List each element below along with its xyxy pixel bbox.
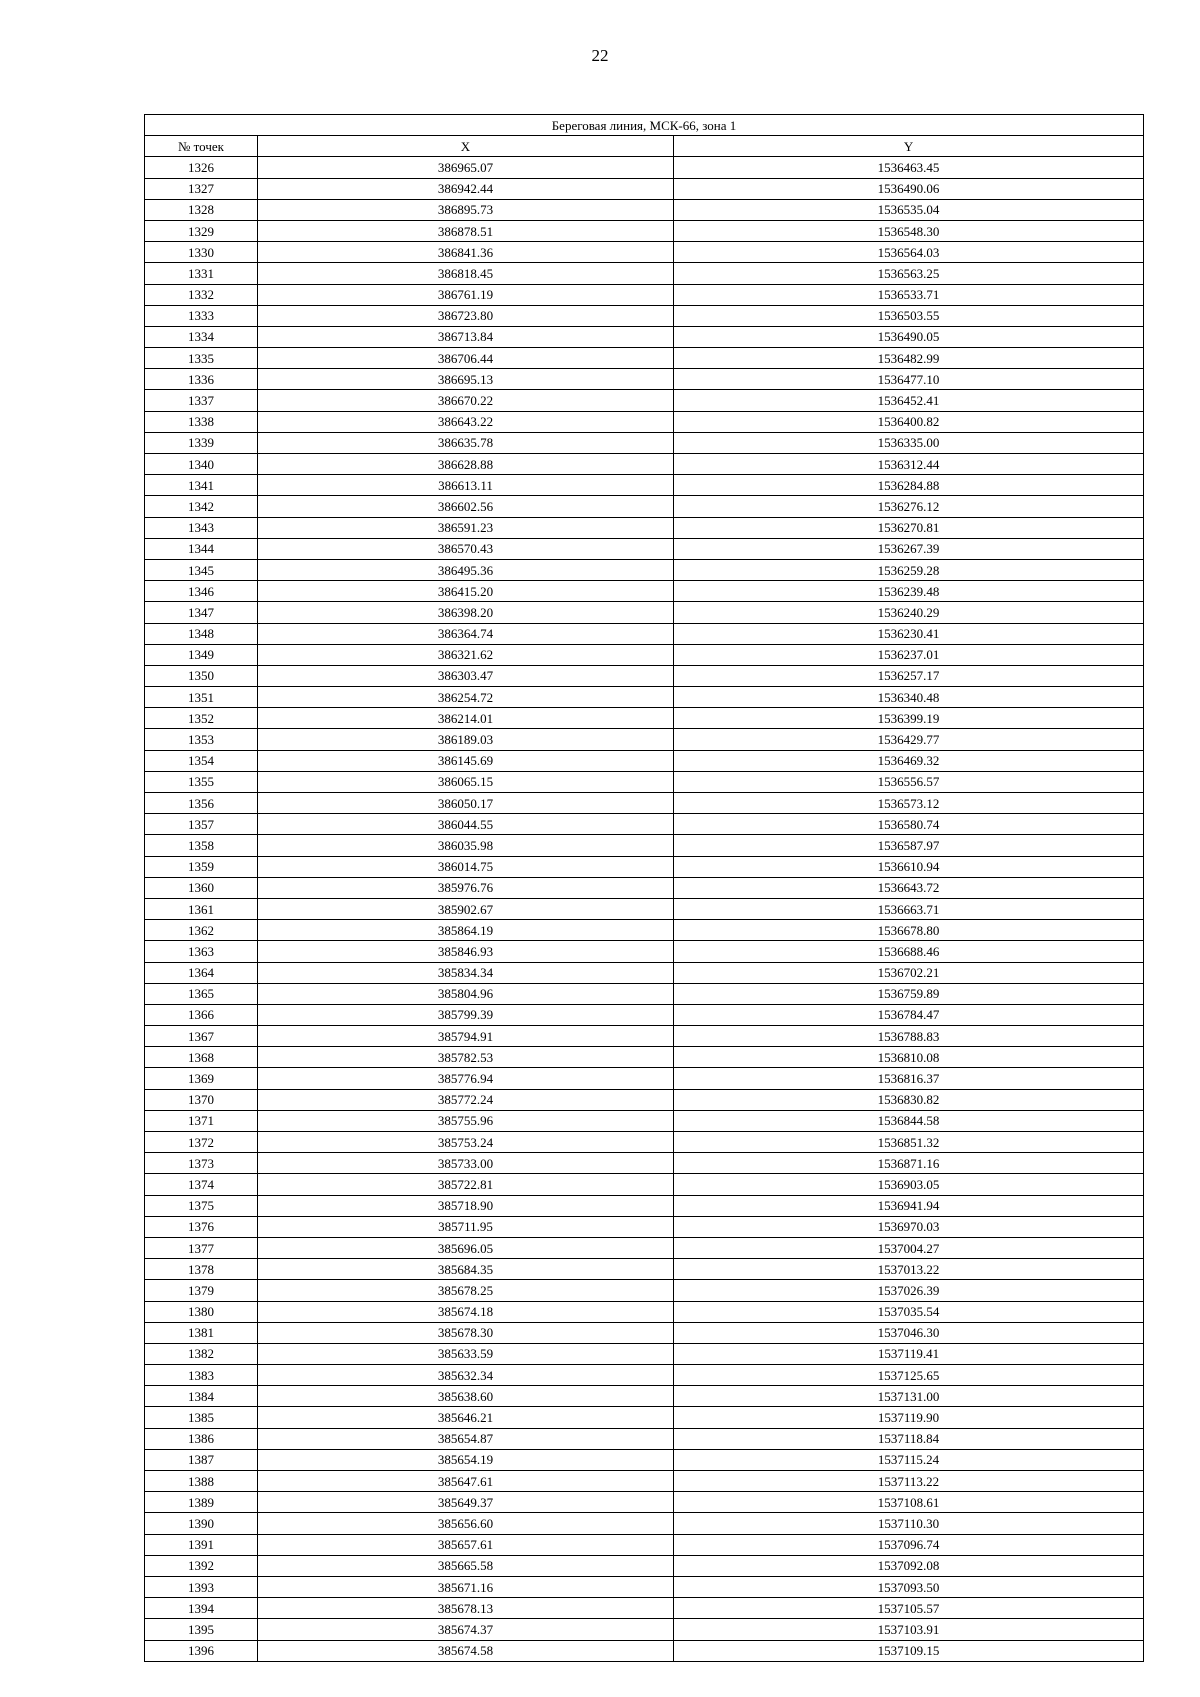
cell-y: 1536970.03	[674, 1216, 1144, 1237]
table-row	[145, 263, 1144, 284]
cell-point-number: 1392	[145, 1555, 258, 1576]
table-row	[145, 1343, 1144, 1364]
table-row	[145, 1237, 1144, 1258]
cell-point-number: 1334	[145, 326, 258, 347]
cell-point-number: 1395	[145, 1619, 258, 1640]
table-row	[145, 284, 1144, 305]
cell-x: 386841.36	[258, 242, 674, 263]
table-row	[145, 1174, 1144, 1195]
table-row	[145, 432, 1144, 453]
cell-y: 1536400.82	[674, 411, 1144, 432]
table-row	[145, 1576, 1144, 1597]
cell-y: 1536556.57	[674, 771, 1144, 792]
table-row	[145, 623, 1144, 644]
cell-point-number: 1363	[145, 941, 258, 962]
cell-x: 385678.25	[258, 1280, 674, 1301]
cell-y: 1536237.01	[674, 644, 1144, 665]
cell-y: 1537119.90	[674, 1407, 1144, 1428]
cell-point-number: 1330	[145, 242, 258, 263]
cell-point-number: 1362	[145, 920, 258, 941]
cell-x: 386942.44	[258, 178, 674, 199]
cell-x: 386670.22	[258, 390, 674, 411]
cell-point-number: 1368	[145, 1047, 258, 1068]
cell-y: 1536759.89	[674, 983, 1144, 1004]
table-row	[145, 305, 1144, 326]
cell-x: 385733.00	[258, 1153, 674, 1174]
table-header-row	[145, 136, 1144, 157]
cell-y: 1537093.50	[674, 1576, 1144, 1597]
table-row	[145, 1280, 1144, 1301]
cell-y: 1537119.41	[674, 1343, 1144, 1364]
cell-point-number: 1383	[145, 1365, 258, 1386]
cell-x: 385674.18	[258, 1301, 674, 1322]
cell-x: 385976.76	[258, 877, 674, 898]
table-row	[145, 178, 1144, 199]
table-row	[145, 1322, 1144, 1343]
table-row	[145, 1132, 1144, 1153]
cell-point-number: 1327	[145, 178, 258, 199]
cell-x: 385776.94	[258, 1068, 674, 1089]
cell-y: 1537118.84	[674, 1428, 1144, 1449]
cell-x: 385649.37	[258, 1492, 674, 1513]
cell-point-number: 1332	[145, 284, 258, 305]
cell-point-number: 1350	[145, 665, 258, 686]
cell-y: 1536903.05	[674, 1174, 1144, 1195]
cell-x: 386695.13	[258, 369, 674, 390]
coordinates-table	[144, 114, 1144, 1662]
cell-y: 1536587.97	[674, 835, 1144, 856]
cell-x: 385671.16	[258, 1576, 674, 1597]
cell-x: 386035.98	[258, 835, 674, 856]
table-row	[145, 708, 1144, 729]
cell-x: 386254.72	[258, 687, 674, 708]
cell-y: 1536452.41	[674, 390, 1144, 411]
cell-x: 386723.80	[258, 305, 674, 326]
cell-y: 1536702.21	[674, 962, 1144, 983]
cell-x: 386303.47	[258, 665, 674, 686]
cell-point-number: 1341	[145, 475, 258, 496]
cell-y: 1537115.24	[674, 1449, 1144, 1470]
table-row	[145, 665, 1144, 686]
cell-point-number: 1382	[145, 1343, 258, 1364]
cell-x: 385674.37	[258, 1619, 674, 1640]
cell-point-number: 1373	[145, 1153, 258, 1174]
cell-point-number: 1375	[145, 1195, 258, 1216]
cell-y: 1537131.00	[674, 1386, 1144, 1407]
cell-x: 385834.34	[258, 962, 674, 983]
cell-point-number: 1342	[145, 496, 258, 517]
cell-y: 1536270.81	[674, 517, 1144, 538]
cell-y: 1536844.58	[674, 1110, 1144, 1131]
cell-x: 385678.13	[258, 1598, 674, 1619]
cell-y: 1536284.88	[674, 475, 1144, 496]
cell-y: 1536340.48	[674, 687, 1144, 708]
cell-x: 386189.03	[258, 729, 674, 750]
cell-point-number: 1386	[145, 1428, 258, 1449]
table-row	[145, 644, 1144, 665]
table-row	[145, 1365, 1144, 1386]
cell-x: 385711.95	[258, 1216, 674, 1237]
header-x: X	[258, 136, 674, 157]
cell-y: 1537105.57	[674, 1598, 1144, 1619]
table-row	[145, 454, 1144, 475]
table-row	[145, 1047, 1144, 1068]
cell-y: 1536240.29	[674, 602, 1144, 623]
cell-x: 386895.73	[258, 199, 674, 220]
cell-y: 1536259.28	[674, 559, 1144, 580]
cell-y: 1536663.71	[674, 898, 1144, 919]
table-row	[145, 877, 1144, 898]
cell-point-number: 1396	[145, 1640, 258, 1661]
table-row	[145, 898, 1144, 919]
cell-point-number: 1354	[145, 750, 258, 771]
cell-x: 386214.01	[258, 708, 674, 729]
cell-y: 1537035.54	[674, 1301, 1144, 1322]
cell-y: 1536548.30	[674, 220, 1144, 241]
cell-point-number: 1389	[145, 1492, 258, 1513]
table-row	[145, 962, 1144, 983]
cell-y: 1536257.17	[674, 665, 1144, 686]
cell-x: 385696.05	[258, 1237, 674, 1258]
cell-point-number: 1353	[145, 729, 258, 750]
cell-y: 1536503.55	[674, 305, 1144, 326]
cell-point-number: 1390	[145, 1513, 258, 1534]
cell-x: 386613.11	[258, 475, 674, 496]
cell-point-number: 1345	[145, 559, 258, 580]
cell-x: 385665.58	[258, 1555, 674, 1576]
cell-point-number: 1376	[145, 1216, 258, 1237]
cell-point-number: 1351	[145, 687, 258, 708]
cell-x: 386364.74	[258, 623, 674, 644]
table-caption-row	[145, 115, 1144, 136]
cell-y: 1536563.25	[674, 263, 1144, 284]
cell-x: 386415.20	[258, 581, 674, 602]
table-row	[145, 326, 1144, 347]
cell-y: 1537013.22	[674, 1259, 1144, 1280]
cell-point-number: 1333	[145, 305, 258, 326]
cell-y: 1536610.94	[674, 856, 1144, 877]
cell-x: 385794.91	[258, 1026, 674, 1047]
header-y: Y	[674, 136, 1144, 157]
cell-point-number: 1357	[145, 814, 258, 835]
cell-y: 1536239.48	[674, 581, 1144, 602]
cell-point-number: 1360	[145, 877, 258, 898]
cell-x: 385654.87	[258, 1428, 674, 1449]
cell-y: 1537109.15	[674, 1640, 1144, 1661]
cell-x: 386321.62	[258, 644, 674, 665]
cell-point-number: 1331	[145, 263, 258, 284]
cell-y: 1536533.71	[674, 284, 1144, 305]
table-row	[145, 1534, 1144, 1555]
table-row	[145, 1301, 1144, 1322]
cell-y: 1537092.08	[674, 1555, 1144, 1576]
cell-x: 386628.88	[258, 454, 674, 475]
cell-y: 1536564.03	[674, 242, 1144, 263]
cell-x: 386706.44	[258, 348, 674, 369]
cell-y: 1536851.32	[674, 1132, 1144, 1153]
cell-x: 385718.90	[258, 1195, 674, 1216]
cell-x: 385772.24	[258, 1089, 674, 1110]
cell-y: 1537110.30	[674, 1513, 1144, 1534]
table-row	[145, 581, 1144, 602]
cell-point-number: 1343	[145, 517, 258, 538]
table-row	[145, 920, 1144, 941]
cell-point-number: 1365	[145, 983, 258, 1004]
cell-y: 1536469.32	[674, 750, 1144, 771]
cell-x: 385674.58	[258, 1640, 674, 1661]
cell-x: 386818.45	[258, 263, 674, 284]
cell-y: 1536399.19	[674, 708, 1144, 729]
cell-y: 1536230.41	[674, 623, 1144, 644]
table-row	[145, 348, 1144, 369]
cell-x: 385632.34	[258, 1365, 674, 1386]
cell-y: 1536482.99	[674, 348, 1144, 369]
cell-y: 1536276.12	[674, 496, 1144, 517]
cell-x: 385753.24	[258, 1132, 674, 1153]
cell-x: 385654.19	[258, 1449, 674, 1470]
table-row	[145, 242, 1144, 263]
cell-point-number: 1347	[145, 602, 258, 623]
cell-y: 1536830.82	[674, 1089, 1144, 1110]
cell-x: 386878.51	[258, 220, 674, 241]
cell-x: 385647.61	[258, 1471, 674, 1492]
cell-point-number: 1340	[145, 454, 258, 475]
table-row	[145, 771, 1144, 792]
cell-point-number: 1378	[145, 1259, 258, 1280]
table-row	[145, 1471, 1144, 1492]
cell-point-number: 1379	[145, 1280, 258, 1301]
header-point-number: № точек	[145, 136, 258, 157]
table-row	[145, 1492, 1144, 1513]
table-row	[145, 1598, 1144, 1619]
cell-x: 386635.78	[258, 432, 674, 453]
cell-y: 1536335.00	[674, 432, 1144, 453]
cell-point-number: 1388	[145, 1471, 258, 1492]
table-row	[145, 496, 1144, 517]
table-row	[145, 411, 1144, 432]
cell-x: 386014.75	[258, 856, 674, 877]
cell-x: 386495.36	[258, 559, 674, 580]
cell-y: 1536429.77	[674, 729, 1144, 750]
table-caption: Береговая линия, МСК-66, зона 1	[145, 115, 1144, 136]
cell-x: 385722.81	[258, 1174, 674, 1195]
cell-point-number: 1338	[145, 411, 258, 432]
cell-x: 386761.19	[258, 284, 674, 305]
cell-point-number: 1355	[145, 771, 258, 792]
table-row	[145, 835, 1144, 856]
cell-point-number: 1356	[145, 793, 258, 814]
cell-point-number: 1394	[145, 1598, 258, 1619]
cell-x: 386643.22	[258, 411, 674, 432]
cell-x: 385846.93	[258, 941, 674, 962]
table-row	[145, 1216, 1144, 1237]
table-row	[145, 1428, 1144, 1449]
cell-point-number: 1393	[145, 1576, 258, 1597]
table-row	[145, 793, 1144, 814]
cell-x: 385782.53	[258, 1047, 674, 1068]
table-row	[145, 517, 1144, 538]
cell-point-number: 1370	[145, 1089, 258, 1110]
cell-x: 386602.56	[258, 496, 674, 517]
cell-y: 1536810.08	[674, 1047, 1144, 1068]
cell-point-number: 1348	[145, 623, 258, 644]
cell-x: 385902.67	[258, 898, 674, 919]
cell-y: 1537096.74	[674, 1534, 1144, 1555]
table-row	[145, 199, 1144, 220]
cell-x: 385646.21	[258, 1407, 674, 1428]
table-row	[145, 475, 1144, 496]
cell-x: 386591.23	[258, 517, 674, 538]
table-row	[145, 538, 1144, 559]
cell-y: 1536312.44	[674, 454, 1144, 475]
cell-point-number: 1384	[145, 1386, 258, 1407]
cell-y: 1537026.39	[674, 1280, 1144, 1301]
table-row	[145, 220, 1144, 241]
table-row	[145, 602, 1144, 623]
table-row	[145, 157, 1144, 178]
table-row	[145, 729, 1144, 750]
cell-x: 385799.39	[258, 1004, 674, 1025]
cell-point-number: 1385	[145, 1407, 258, 1428]
table-row	[145, 687, 1144, 708]
table-row	[145, 814, 1144, 835]
cell-y: 1536580.74	[674, 814, 1144, 835]
table-row	[145, 1407, 1144, 1428]
cell-y: 1536490.06	[674, 178, 1144, 199]
cell-point-number: 1366	[145, 1004, 258, 1025]
cell-y: 1536941.94	[674, 1195, 1144, 1216]
cell-x: 385633.59	[258, 1343, 674, 1364]
table-row	[145, 1004, 1144, 1025]
cell-point-number: 1369	[145, 1068, 258, 1089]
cell-x: 386570.43	[258, 538, 674, 559]
cell-y: 1536490.05	[674, 326, 1144, 347]
table-row	[145, 1153, 1144, 1174]
cell-y: 1537113.22	[674, 1471, 1144, 1492]
cell-point-number: 1344	[145, 538, 258, 559]
cell-y: 1536788.83	[674, 1026, 1144, 1047]
cell-y: 1537108.61	[674, 1492, 1144, 1513]
cell-y: 1536643.72	[674, 877, 1144, 898]
cell-point-number: 1349	[145, 644, 258, 665]
cell-y: 1536477.10	[674, 369, 1144, 390]
cell-point-number: 1337	[145, 390, 258, 411]
cell-x: 385864.19	[258, 920, 674, 941]
table-row	[145, 1068, 1144, 1089]
cell-point-number: 1328	[145, 199, 258, 220]
cell-y: 1537125.65	[674, 1365, 1144, 1386]
cell-point-number: 1380	[145, 1301, 258, 1322]
cell-point-number: 1387	[145, 1449, 258, 1470]
cell-x: 385657.61	[258, 1534, 674, 1555]
cell-x: 385638.60	[258, 1386, 674, 1407]
table-row	[145, 983, 1144, 1004]
table-row	[145, 941, 1144, 962]
cell-point-number: 1391	[145, 1534, 258, 1555]
cell-y: 1536688.46	[674, 941, 1144, 962]
table-row	[145, 369, 1144, 390]
cell-point-number: 1339	[145, 432, 258, 453]
table-row	[145, 1195, 1144, 1216]
cell-x: 386965.07	[258, 157, 674, 178]
cell-y: 1536784.47	[674, 1004, 1144, 1025]
cell-point-number: 1336	[145, 369, 258, 390]
cell-point-number: 1367	[145, 1026, 258, 1047]
cell-point-number: 1352	[145, 708, 258, 729]
cell-x: 385755.96	[258, 1110, 674, 1131]
cell-x: 386044.55	[258, 814, 674, 835]
cell-point-number: 1358	[145, 835, 258, 856]
cell-y: 1537103.91	[674, 1619, 1144, 1640]
cell-x: 386398.20	[258, 602, 674, 623]
cell-point-number: 1374	[145, 1174, 258, 1195]
table-row	[145, 1089, 1144, 1110]
table-row	[145, 559, 1144, 580]
cell-y: 1536535.04	[674, 199, 1144, 220]
cell-point-number: 1359	[145, 856, 258, 877]
table-row	[145, 1640, 1144, 1661]
cell-point-number: 1346	[145, 581, 258, 602]
cell-y: 1536463.45	[674, 157, 1144, 178]
cell-x: 386050.17	[258, 793, 674, 814]
cell-y: 1536573.12	[674, 793, 1144, 814]
cell-y: 1536871.16	[674, 1153, 1144, 1174]
cell-x: 385684.35	[258, 1259, 674, 1280]
cell-y: 1536816.37	[674, 1068, 1144, 1089]
cell-y: 1537046.30	[674, 1322, 1144, 1343]
table-row	[145, 1259, 1144, 1280]
table-row	[145, 1513, 1144, 1534]
cell-point-number: 1381	[145, 1322, 258, 1343]
cell-y: 1536678.80	[674, 920, 1144, 941]
cell-point-number: 1361	[145, 898, 258, 919]
table-row	[145, 1555, 1144, 1576]
cell-point-number: 1329	[145, 220, 258, 241]
cell-point-number: 1335	[145, 348, 258, 369]
table-row	[145, 1110, 1144, 1131]
page-number: 22	[591, 46, 609, 65]
cell-point-number: 1326	[145, 157, 258, 178]
cell-point-number: 1371	[145, 1110, 258, 1131]
cell-y: 1537004.27	[674, 1237, 1144, 1258]
cell-x: 386713.84	[258, 326, 674, 347]
cell-x: 385804.96	[258, 983, 674, 1004]
table-row	[145, 1449, 1144, 1470]
table-row	[145, 1386, 1144, 1407]
cell-x: 385656.60	[258, 1513, 674, 1534]
table-row	[145, 1619, 1144, 1640]
table-row	[145, 1026, 1144, 1047]
table-row	[145, 750, 1144, 771]
cell-x: 385678.30	[258, 1322, 674, 1343]
cell-x: 386065.15	[258, 771, 674, 792]
cell-y: 1536267.39	[674, 538, 1144, 559]
table-row	[145, 390, 1144, 411]
cell-point-number: 1364	[145, 962, 258, 983]
table-row	[145, 856, 1144, 877]
cell-x: 386145.69	[258, 750, 674, 771]
cell-point-number: 1372	[145, 1132, 258, 1153]
cell-point-number: 1377	[145, 1237, 258, 1258]
